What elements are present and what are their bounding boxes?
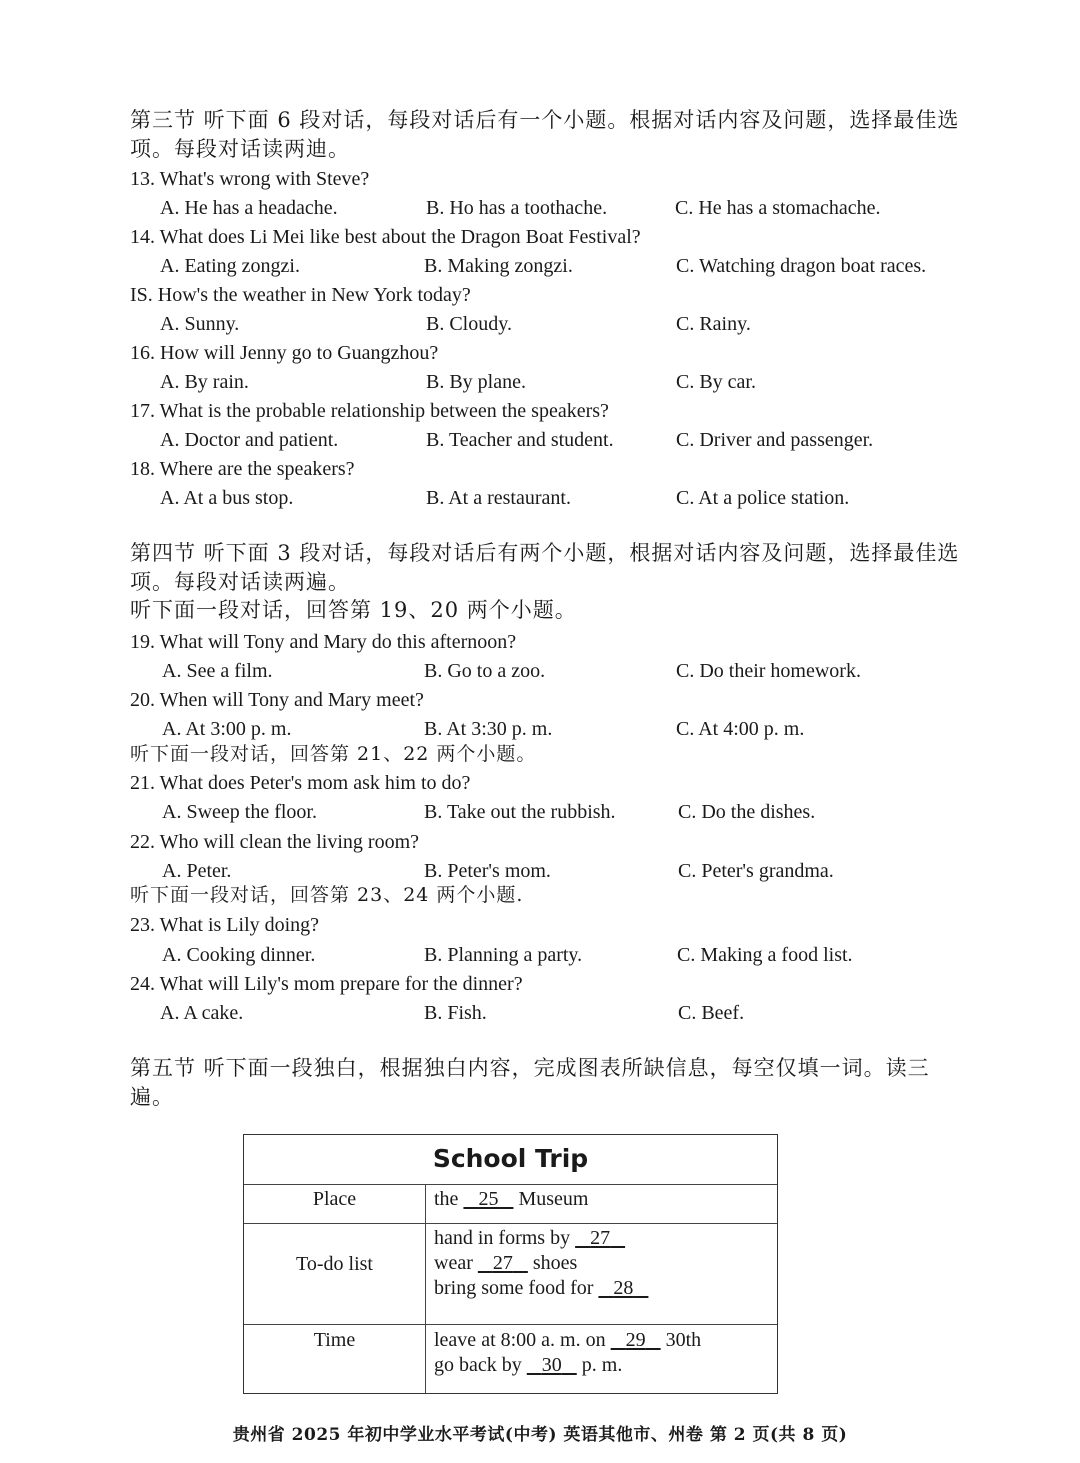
todo1-text: hand in forms by [434,1227,571,1249]
question-23: 23. What is Lily doing? [130,914,320,936]
blank-27-shoes: 27 [492,1252,513,1274]
option-18a: A. At a bus stop. [160,487,294,509]
table-divider [244,1223,777,1224]
option-22a: A. Peter. [162,860,232,882]
option-19a: A. See a film. [162,660,273,682]
option-19c: C. Do their homework. [676,660,861,682]
option-17a: A. Doctor and patient. [160,429,339,451]
blank-30: 30 [541,1354,562,1376]
table-title: School Trip [432,1144,589,1173]
option-20a: A. At 3:00 p. m. [162,718,292,740]
place-suffix: Museum [518,1188,589,1210]
page-footer: 贵州省 2025 年初中学业水平考试(中考) 英语其他市、州卷 第 2 页(共 8 页) [232,1425,848,1445]
option-18b: B. At a restaurant. [426,487,571,509]
option-16a: A. By rain. [160,371,249,393]
time-label: Time [313,1329,356,1351]
time-line-1 [434,1328,701,1353]
option-16c: C. By car. [676,371,756,393]
option-24a: A. A cake. [160,1002,244,1024]
school-trip-table [243,1134,778,1394]
option-24b: B. Fish. [424,1002,487,1024]
option-19b: B. Go to a zoo. [424,660,546,682]
blank-25: 25 [478,1188,499,1210]
question-13: 13. What's wrong with Steve? [130,168,370,190]
option-16b: B. By plane. [426,371,526,393]
option-17b: B. Teacher and student. [426,429,614,451]
question-24: 24. What will Lily's mom prepare for the dinner? [130,973,523,995]
question-19: 19. What will Tony and Mary do this afternoon? [130,631,517,653]
option-13a: A. He has a headache. [160,197,338,219]
question-15: IS. How's the weather in New York today? [130,284,471,306]
todo-line-3 [434,1276,648,1301]
question-21: 21. What does Peter's mom ask him to do? [130,772,471,794]
section5-header: 第五节 听下面一段独白，根据独白内容，完成图表所缺信息，每空仅填一词。读三 [130,1056,930,1080]
option-23a: A. Cooking dinner. [162,944,316,966]
time-line-2 [434,1353,622,1378]
blank-27-forms: 27 [590,1227,611,1249]
section5-header-cont: 遍。 [130,1085,174,1109]
option-21a: A. Sweep the floor. [162,801,317,823]
section4-header: 第四节 听下面 3 段对话，每段对话后有两个小题，根据对话内容及问题，选择最佳选 [130,541,960,565]
place-prefix: the [434,1188,459,1210]
option-15b: B. Cloudy. [426,313,512,335]
option-23c: C. Making a food list. [677,944,853,966]
todo2-suffix: shoes [532,1252,578,1274]
option-23b: B. Planning a party. [424,944,583,966]
table-divider [244,1324,777,1325]
section3-header-cont: 项。每段对话读两迪。 [130,137,350,161]
todo2-text: wear [434,1252,473,1274]
option-14b: B. Making zongzi. [424,255,573,277]
time2-text: go back by [434,1354,522,1376]
option-22c: C. Peter's grandma. [678,860,834,882]
question-20: 20. When will Tony and Mary meet? [130,689,424,711]
todo-line-2 [434,1251,577,1276]
time1-suffix: 30th [665,1329,702,1351]
question-18: 18. Where are the speakers? [130,458,355,480]
table-divider [244,1184,777,1185]
question-16: 16. How will Jenny go to Guangzhou? [130,342,439,364]
group-intro-23-24: 听下面一段对话，回答第 23、24 两个小题. [130,884,524,906]
group-intro-21-22: 听下面一段对话，回答第 21、22 两个小题。 [130,743,537,765]
option-21b: B. Take out the rubbish. [424,801,616,823]
blank-29: 29 [625,1329,646,1351]
option-22b: B. Peter's mom. [424,860,551,882]
todo-line-1 [434,1226,625,1251]
section4-header-cont: 项。每段对话读两遍。 [130,570,350,594]
time2-suffix: p. m. [581,1354,623,1376]
option-13c: C. He has a stomachache. [675,197,881,219]
table-column-divider [425,1184,426,1393]
option-14a: A. Eating zongzi. [160,255,300,277]
option-15c: C. Rainy. [676,313,751,335]
option-24c: C. Beef. [678,1002,745,1024]
blank-28: 28 [613,1277,634,1299]
todo-label: To-do list [296,1253,373,1275]
time1-text: leave at 8:00 a. m. on [434,1329,606,1351]
option-20b: B. At 3:30 p. m. [424,718,553,740]
question-22: 22. Who will clean the living room? [130,831,420,853]
option-18c: C. At a police station. [676,487,850,509]
group-intro-19-20: 听下面一段对话，回答第 19、20 两个小题。 [130,598,577,622]
option-17c: C. Driver and passenger. [676,429,874,451]
option-20c: C. At 4:00 p. m. [676,718,805,740]
question-17: 17. What is the probable relationship between the speakers? [130,400,609,422]
option-21c: C. Do the dishes. [678,801,816,823]
question-14: 14. What does Li Mei like best about the Dragon Boat Festival? [130,226,641,248]
section3-header: 第三节 听下面 6 段对话，每段对话后有一个小题。根据对话内容及问题，选择最佳选 [130,108,960,132]
place-label: Place [312,1188,357,1210]
option-14c: C. Watching dragon boat races. [676,255,927,277]
option-13b: B. Ho has a toothache. [426,197,608,219]
todo3-text: bring some food for [434,1277,594,1299]
place-value [434,1187,588,1212]
option-15a: A. Sunny. [160,313,240,335]
